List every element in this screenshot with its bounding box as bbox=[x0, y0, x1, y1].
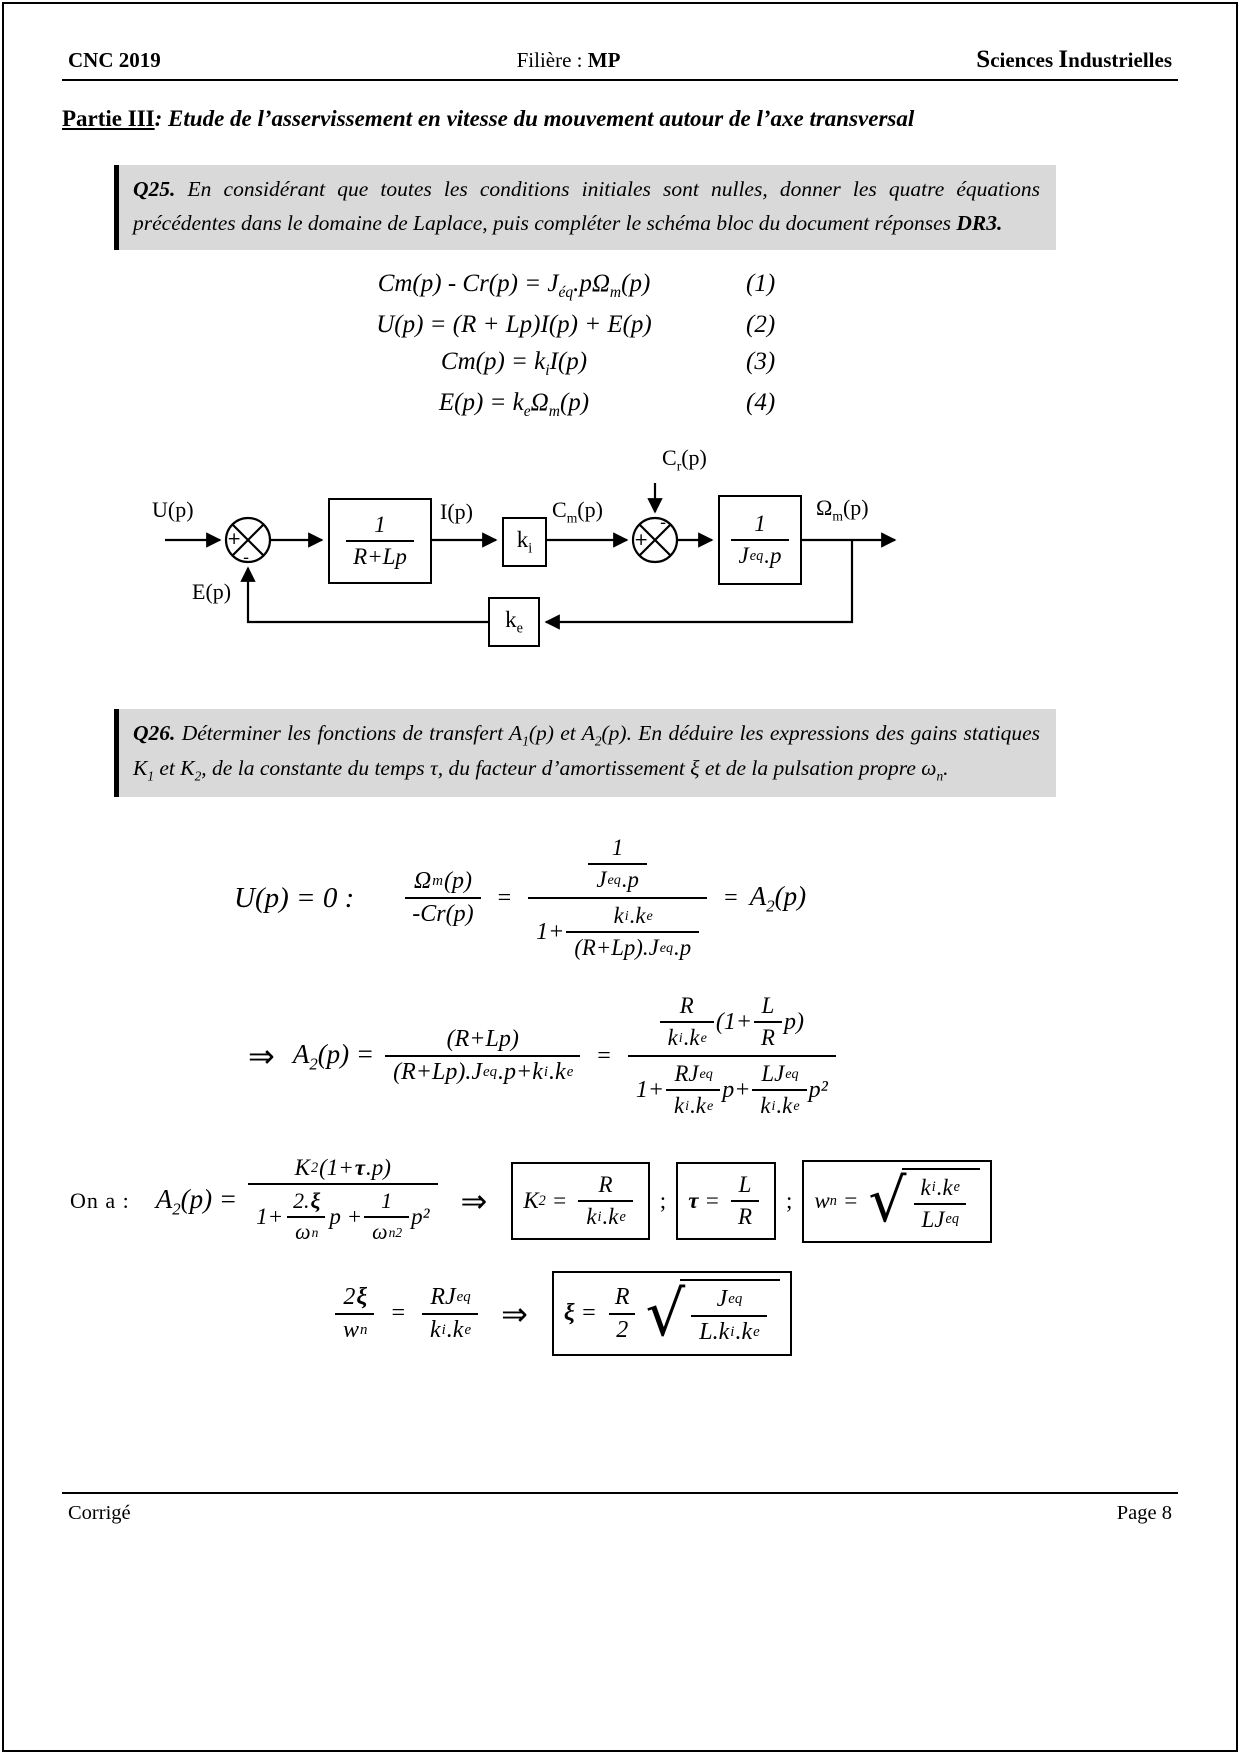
label-i: I(p) bbox=[440, 499, 473, 525]
label-omega-m: $\Omega_m(p)$ bbox=[816, 495, 869, 524]
on-a-label: On a : bbox=[70, 1188, 130, 1214]
equation-1: $Cm(p) - Cr(p) = J_{éq}.p\Omega_m(p)$ (1) bbox=[377, 270, 776, 302]
equation-1-number: (1) bbox=[746, 270, 776, 298]
square-root: √ k i .k e LJ eq bbox=[868, 1168, 980, 1235]
block-inertia-transfer: 1 J eq .p bbox=[718, 495, 802, 585]
u-zero-condition: U(p) = 0 : bbox=[234, 881, 355, 914]
equation-3-number: (3) bbox=[746, 348, 776, 376]
footer-page-number: Page 8 bbox=[1116, 1502, 1172, 1524]
block-armature-transfer: $\frac{1}{R+Lp}$ bbox=[328, 498, 432, 584]
radical-sign: √ bbox=[645, 1276, 686, 1350]
result-wn: w n = √ k i .k e LJ eq bbox=[802, 1160, 992, 1243]
separator: ; bbox=[659, 1188, 667, 1214]
equation-2: U(p) = (R + Lp)I(p) + E(p) (2) bbox=[376, 311, 776, 339]
equation-3: $Cm(p) = k_iI(p)$ (3) bbox=[440, 348, 776, 380]
q25-dr3-ref: DR3. bbox=[956, 210, 1003, 235]
sum2-minus-sign: - bbox=[660, 513, 667, 534]
label-e: E(p) bbox=[192, 579, 232, 605]
laplace-equations bbox=[324, 270, 1178, 421]
result-k2: K 2 = R k i .k e bbox=[511, 1162, 649, 1240]
frac-2xi-over-wn: 2 ξ w n bbox=[335, 1282, 374, 1346]
block-ki-gain: $k_i$ bbox=[502, 517, 547, 567]
derivation-xi: 2 ξ w n = RJ eq k i .k e ⇒ ξ = $\frac{R}{2}$ √ J eq L.k i .k e bbox=[330, 1271, 1178, 1356]
block-diagram bbox=[100, 445, 1150, 683]
page-footer bbox=[62, 1492, 1178, 1525]
sum1-plus-sign: + bbox=[227, 529, 242, 550]
diagram-connections bbox=[100, 445, 1150, 683]
equation-2-number: (2) bbox=[746, 311, 776, 339]
a2-equals-canonical: $A_2(p)$ = bbox=[155, 1183, 238, 1219]
square-root: √ J eq L.k i .k e bbox=[646, 1279, 780, 1348]
sum2-plus-sign: + bbox=[634, 530, 649, 551]
q26-label: Q26. bbox=[133, 721, 176, 746]
result-tau: τ = $\frac{L}{R}$ bbox=[676, 1162, 776, 1240]
block-ke-gain: $k_e$ bbox=[488, 597, 540, 647]
derivation-canonical-identification bbox=[70, 1153, 1178, 1249]
section-title: Partie III: Etude de l’asservissement en vitesse du mouvement autour de l’axe transversal bbox=[62, 106, 915, 131]
frac-a2-canonical: R k i .k e (1+ $\frac{L}{R}$ p) 1+ RJ eq k i .k e p+ LJ eq k i .k e p² bbox=[628, 989, 836, 1123]
header-filiere: Filière : MP bbox=[516, 48, 621, 72]
label-u: U(p) bbox=[152, 497, 194, 523]
header-subject: Sciences Industrielles bbox=[976, 46, 1172, 73]
frac-closed-loop: 1 J eq .p 1+ k i .k e (R+Lp).J eq .p bbox=[528, 831, 707, 965]
radical-sign: √ bbox=[868, 1165, 907, 1236]
question-q26: Q26. Déterminer les fonctions de transfert $A_1(p)$ et $A_2(p)$. En déduire les expressions des gains statiques $K_1$ et $K_2$, de la constante du temps τ, du facteur d’amortissement ξ et de la pulsation propre $\omega_n$. bbox=[114, 709, 1056, 797]
header-exam-name: CNC 2019 bbox=[68, 48, 161, 72]
result-xi: ξ = $\frac{R}{2}$ √ J eq L.k i .k e bbox=[552, 1271, 792, 1356]
label-cr: $C_r(p)$ bbox=[662, 445, 707, 474]
equation-4-number: (4) bbox=[746, 389, 776, 417]
label-cm: $C_m(p)$ bbox=[552, 497, 603, 526]
frac-a2-raw: (R+Lp) (R+Lp).J eq .p+k i .k e bbox=[385, 1024, 580, 1088]
derivation-a2-expanded: ⇒ $A_2(p)$ = (R+Lp) (R+Lp).J eq .p+k i .k e = R k i .k e (1+ $\frac{L}{R}$ p) 1+ RJ eq k i .k e p+ LJ eq k i .k e p² bbox=[230, 989, 1178, 1123]
derivation-transfer-a2: U(p) = 0 : Ω m (p) -Cr(p) = 1 J eq .p 1+ k i .k e (R+Lp).J eq .p = $A_2(p)$ bbox=[234, 831, 1178, 965]
a2-equals: $A_2(p)$ = bbox=[292, 1038, 375, 1074]
frac-second-order-form: K 2 (1+ τ .p) 1+ 2. ξ ω n p + 1 ω n 2 p² bbox=[248, 1153, 437, 1249]
frac-omega-over-minus-cr: Ω m (p) -Cr(p) bbox=[405, 866, 480, 930]
page-header bbox=[62, 46, 1178, 81]
a2-of-p: $A_2(p)$ bbox=[749, 880, 807, 916]
implies-arrow: ⇒ bbox=[501, 1294, 528, 1333]
question-q25: Q25. En considérant que toutes les conditions initiales sont nulles, donner les quatre équations précédentes dans le domaine de Laplace, puis compléter le schéma bloc du document réponses DR3. bbox=[114, 165, 1056, 250]
separator: ; bbox=[786, 1188, 793, 1214]
q25-label: Q25. bbox=[133, 177, 176, 202]
footer-doc-type: Corrigé bbox=[68, 1502, 131, 1524]
implies-arrow: ⇒ bbox=[460, 1182, 488, 1221]
sum1-minus-sign: - bbox=[243, 548, 250, 569]
implies-arrow: ⇒ bbox=[248, 1037, 275, 1076]
equation-4: $E(p) = k_e\Omega_m(p)$ (4) bbox=[438, 389, 776, 421]
frac-rjeq-over-kike: RJ eq k i .k e bbox=[422, 1282, 478, 1346]
